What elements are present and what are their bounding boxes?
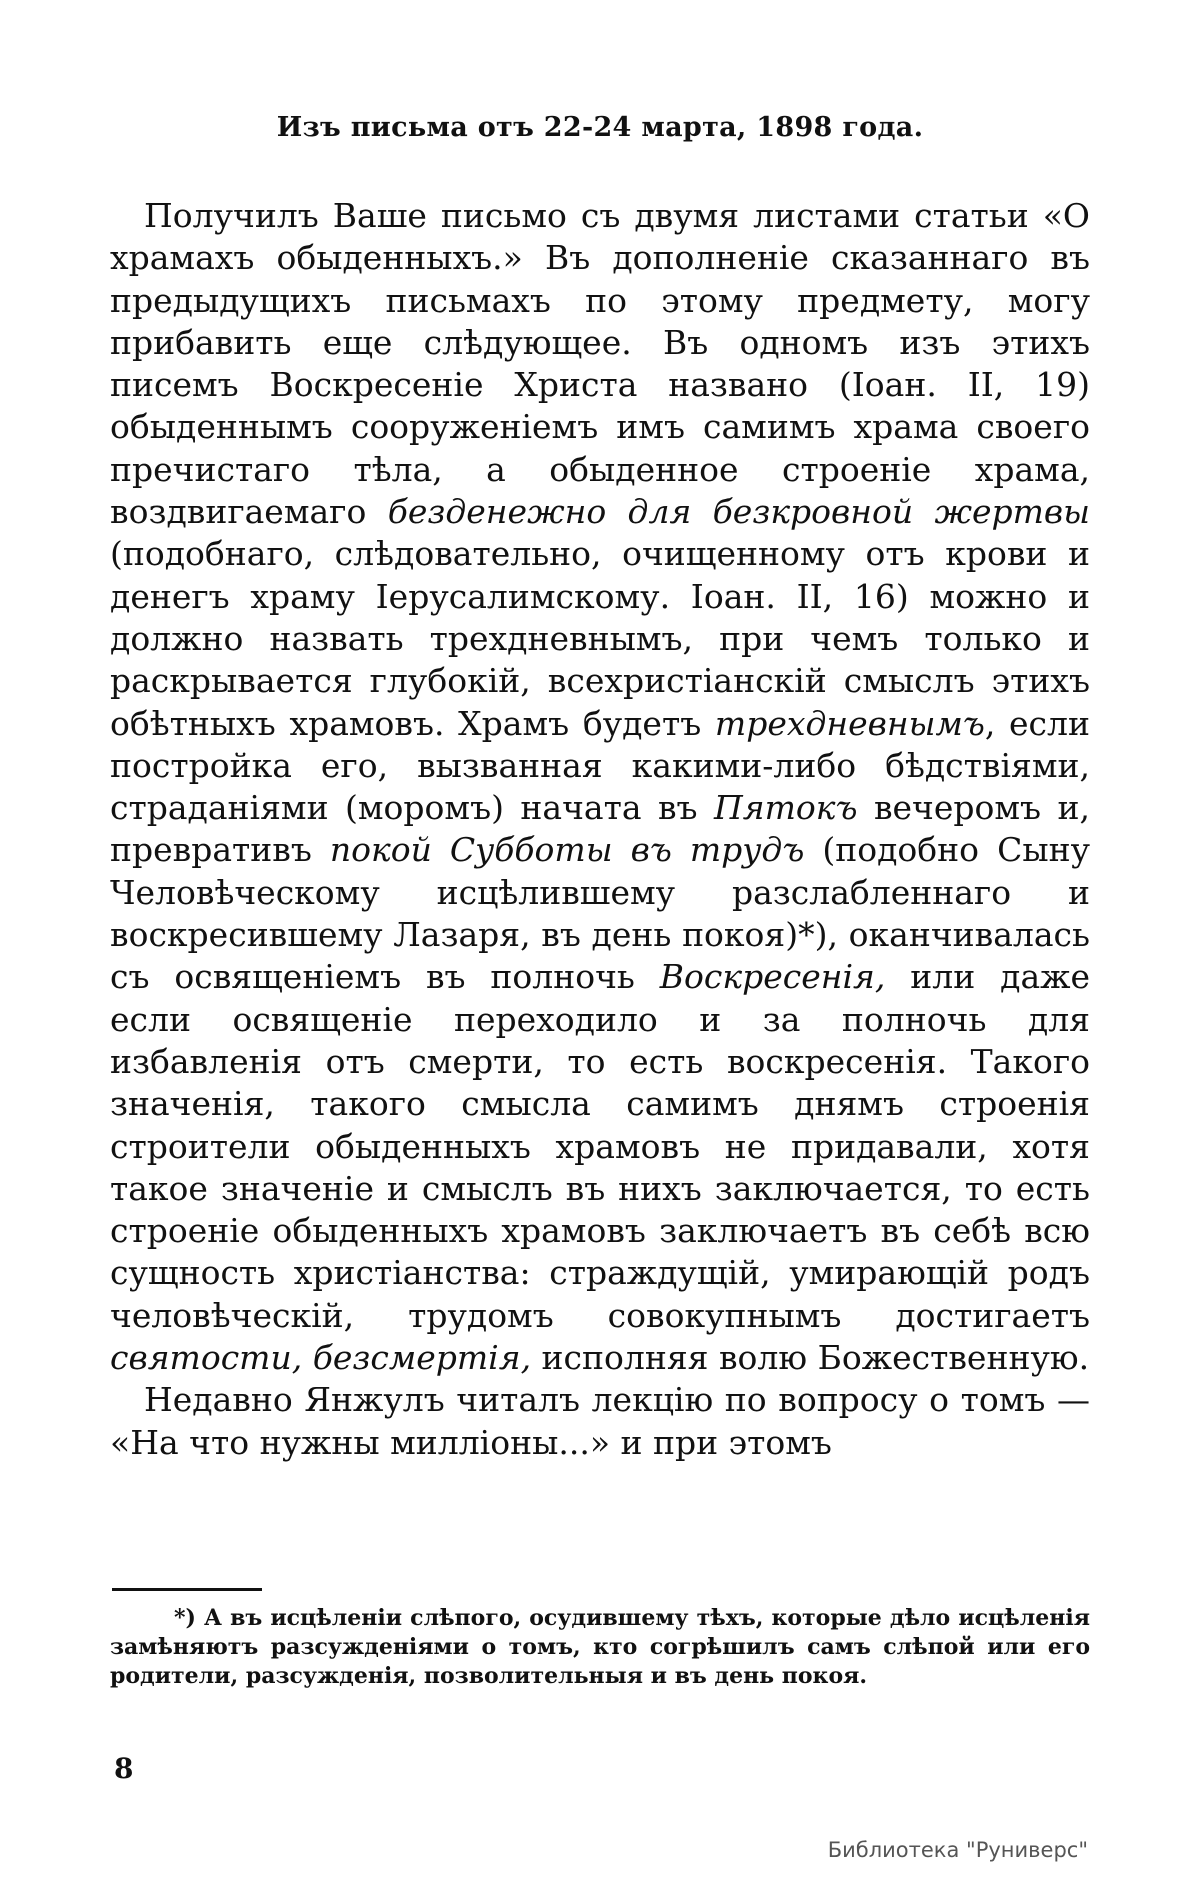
- italic-phrase: Пятокъ: [713, 788, 858, 828]
- paragraph: [110, 195, 1090, 1379]
- letter-heading: Изъ письма отъ 22-24 марта, 1898 года.: [276, 112, 924, 143]
- italic-phrase: покой Субботы въ трудъ: [329, 830, 805, 870]
- footnote-text: А въ исцѣленіи слѣпого, осудившему тѣхъ, которые дѣло исцѣленія замѣняютъ разсужденіями о томъ, кто согрѣшилъ самъ слѣпой или его родители, разсужденія, позволительныя и въ день покоя.: [110, 1605, 1090, 1689]
- italic-phrase: Воскресенія,: [659, 957, 886, 997]
- text-run: , если постройка его, вызванная какими-либо бѣдствіями, страданіями (моромъ) начата въ: [110, 703, 1090, 828]
- paragraph: [110, 1379, 1090, 1464]
- text-run: вечеромъ и, превративъ: [110, 788, 1090, 870]
- text-run: исполняя волю Божественную.: [531, 1338, 1090, 1378]
- text-run: (подобно Сыну Человѣческому исцѣлившему разслабленнаго и воскресившему Лазаря, въ день покоя)*), оканчивалась съ освященіемъ въ полночь: [110, 830, 1090, 997]
- page-number: 8: [114, 1752, 134, 1785]
- main-text: [110, 195, 1090, 1464]
- footnote-divider: [112, 1588, 262, 1591]
- text-run: (подобнаго, слѣдовательно, очищенному отъ крови и денегъ храму Іерусалимскому. Іоан. II, 16) можно и должно назвать трехдневнымъ, при чемъ только и раскрывается глубокій, всехристіанскій смыслъ этихъ обѣтныхъ храмовъ. Храмъ будетъ: [110, 534, 1090, 743]
- italic-phrase: безденежно для безкровной жертвы: [387, 492, 1090, 532]
- footnote: [110, 1604, 1090, 1691]
- italic-phrase: святости, безсмертія,: [110, 1338, 532, 1378]
- italic-phrase: трехдневнымъ: [714, 703, 985, 743]
- library-watermark: Библиотека "Руниверс": [827, 1838, 1088, 1862]
- footnote-mark: *): [174, 1605, 196, 1631]
- text-run: Получилъ Ваше письмо съ двумя листами статьи «О храмахъ обыденныхъ.» Въ дополненіе сказаннаго въ предыдущихъ письмахъ по этому предмету, могу прибавить еще слѣдующее. Въ одномъ изъ этихъ писемъ Воскресеніе Христа названо (Іоан. II, 19) обыденнымъ сооруженіемъ имъ самимъ храма своего пречистаго тѣла, а обыденное строеніе храма, воздвигаемаго: [110, 196, 1090, 532]
- text-run: или даже если освященіе переходило и за полночь для избавленія отъ смерти, то есть воскресенія. Такого значенія, такого смысла самимъ днямъ строенія строители обыденныхъ храмовъ не придавали, хотя такое значеніе и смыслъ въ нихъ заключается, то есть строеніе обыденныхъ храмовъ заключаетъ въ себѣ всю сущность христіанства: страждущій, умирающій родъ человѣческій, трудомъ совокупнымъ достигаетъ: [110, 957, 1090, 1335]
- text-run: Недавно Янжулъ читалъ лекцію по вопросу о томъ — «На что нужны милліоны...» и при этомъ: [110, 1380, 1090, 1462]
